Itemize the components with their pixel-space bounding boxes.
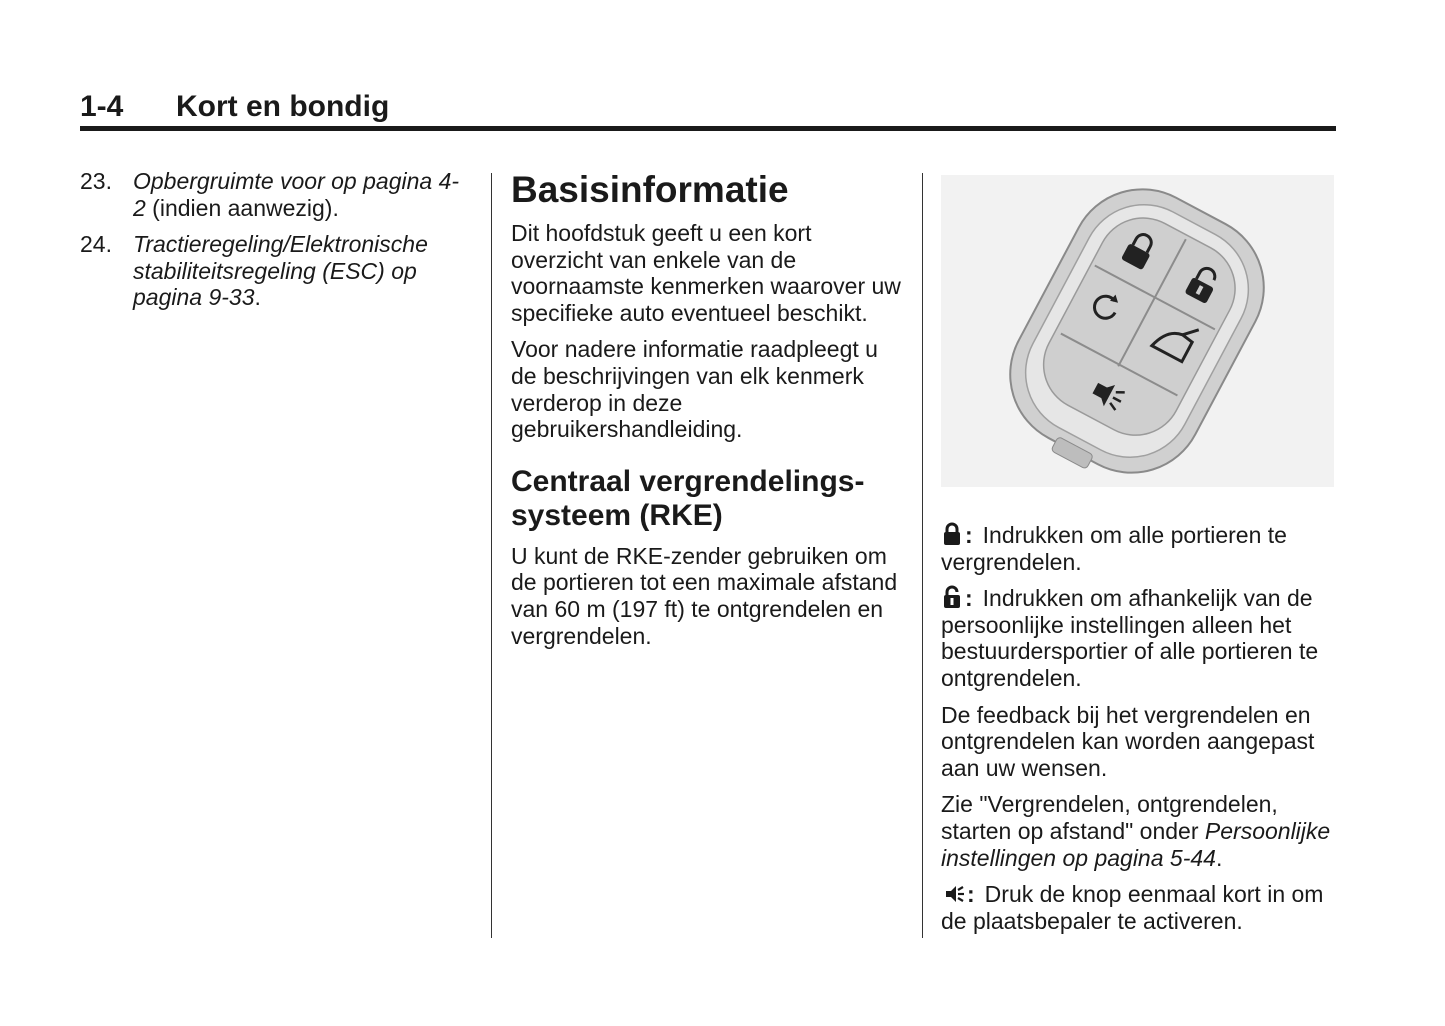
lock-description [941,522,1341,575]
chapter-title: Kort en bondig [176,90,390,123]
right-column [941,522,1341,944]
lock-icon [941,522,963,546]
list-number: 24. [80,231,112,258]
list-item [80,231,460,311]
colon: : [967,881,975,908]
colon: : [965,585,973,612]
page-number: 1-4 [80,90,124,123]
see-suffix: . [1215,844,1223,871]
colon: : [965,522,973,548]
unlock-description [941,585,1341,691]
cross-reference-link[interactable]: Persoonlijke instellingen op pagina 5-44 [941,817,1331,871]
page-header [80,88,1336,132]
list-item [80,168,460,221]
rke-paragraph: U kunt de RKE-zender gebruiken om de portieren tot een maximale afstand van 60 m (197 ft) te ontgrendelen en vergrendelen. [511,542,898,649]
intro-paragraph: Dit hoofdstuk geeft u een kort overzicht van enkele van de voornaamste kenmerken waarover uw specifieke auto eventueel beschikt. [511,220,901,326]
header-rule [80,126,1336,131]
unlock-icon [941,585,963,609]
left-column [80,168,460,321]
see-reference-paragraph [941,791,1341,871]
section-heading: Basisinformatie [511,169,789,210]
locator-description [941,881,1341,934]
info-paragraph: Voor nadere informatie raadpleegt u de beschrijvingen van elk kenmerk verderop in deze gebruikershandleiding. [511,336,878,443]
see-prefix: Zie "Vergrendelen, ontgrendelen, starten op afstand" onder [941,791,1278,844]
lock-text: Indrukken om alle portieren te vergrendelen. [941,522,1287,575]
feedback-paragraph: De feedback bij het vergrendelen en ontgrendelen kan worden aangepast aan uw wensen. [941,701,1315,781]
locator-text: Druk de knop eenmaal kort in om de plaatsbepaler te activeren. [941,881,1324,934]
middle-column [511,168,906,659]
list-text: (indien aanwezig). [145,194,339,221]
cross-reference-link[interactable]: Opbergruimte voor op pagina 4-2 [133,168,460,221]
subsection-heading: Centraal vergrendelings-systeem (RKE) [511,464,865,532]
unlock-text: Indrukken om afhankelijk van de persoonlijke instellingen alleen het bestuurdersportier of alle portieren te ontgrendelen. [941,585,1319,691]
vehicle-locator-icon [941,883,965,905]
column-divider [922,173,923,938]
cross-reference-link[interactable]: Tractieregeling/Elektronische stabiliteitsregeling (ESC) op pagina 9-33 [133,231,428,311]
key-fob-image [941,175,1334,487]
list-text: . [254,284,261,311]
list-number: 23. [80,168,112,194]
column-divider [491,173,492,938]
